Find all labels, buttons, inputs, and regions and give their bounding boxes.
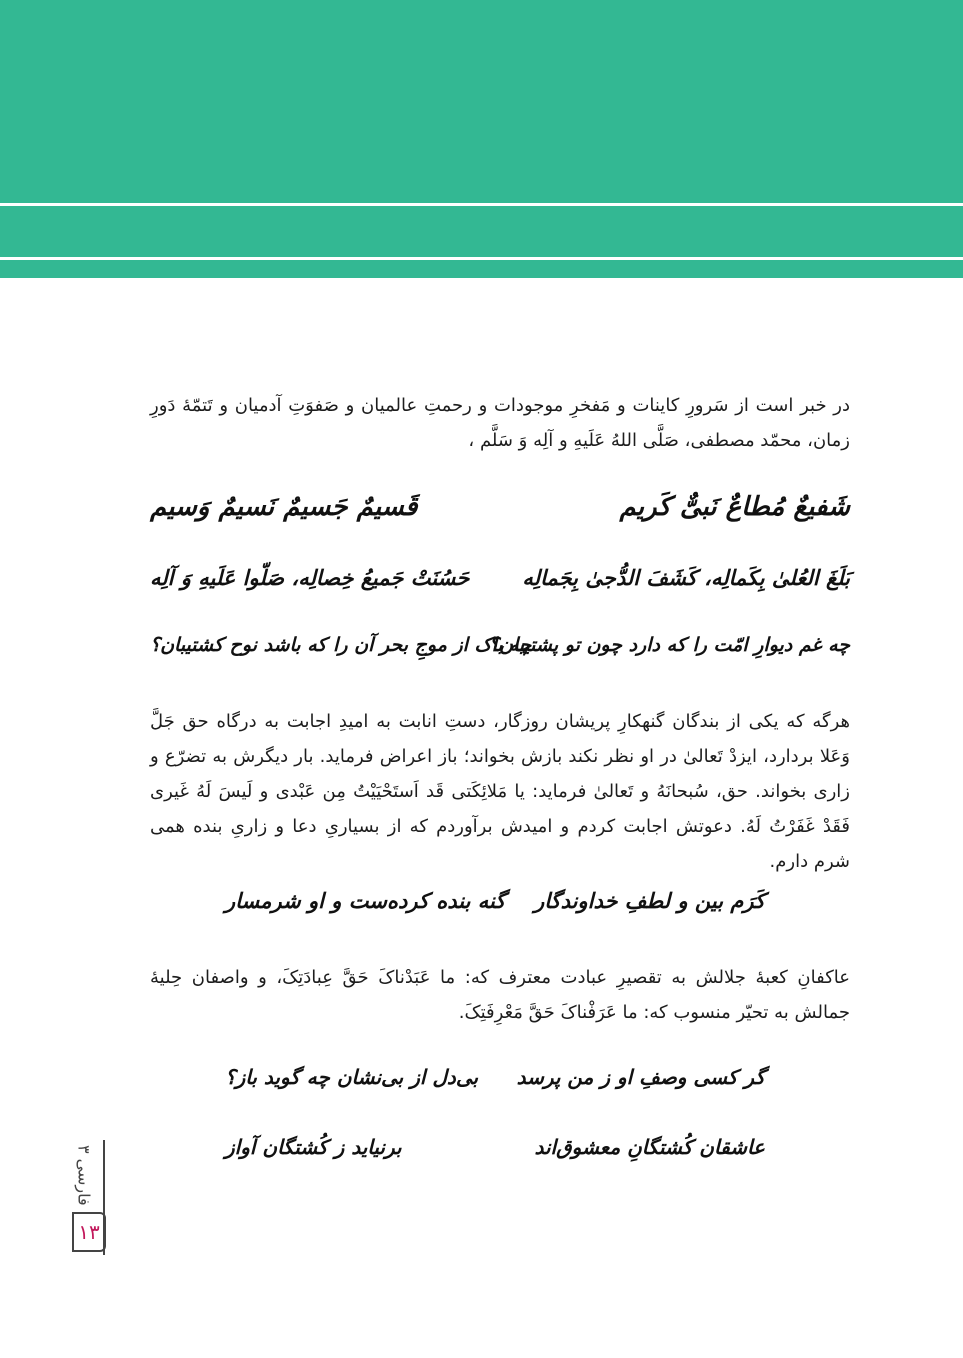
verse-4-first-hemistich: کَرَم بین و لطفِ خداوندگار [534,888,765,913]
verse-couplet-1 [150,492,850,542]
verse-1-first-hemistich: شَفیعٌ مُطاعٌ نَبیٌّ کَریم [619,492,850,522]
verse-couplet-4 [225,888,765,938]
verse-4-second-hemistich: گنه بنده کرده‌ست و او شرمسار [225,888,506,913]
verse-couplet-2 [150,565,850,615]
page-number: ۱۳ [72,1212,106,1252]
verse-5-first-hemistich: گر کسی وصفِ او ز من پرسد [516,1065,765,1089]
verse-2-first-hemistich: بَلَغَ العُلیٰ بِکَمالِه، کَشَفَ الدُّجیٰ بِجَمالِه [522,565,850,590]
verse-5-second-hemistich: بی‌دل از بی‌نشان چه گوید باز؟ [225,1065,479,1089]
verse-3-first-hemistich: چه غم دیوارِ امّت را که دارد چون تو پشتیبان؟ [488,634,850,656]
repentance-paragraph: هرگه که یکی از بندگان گنهکارِ پریشان روزگار، دستِ انابت به امیدِ اجابت به درگاه حق جَلَّ وَعَلا بردارد، ایزدْ تَعالیٰ در او نظر نکند بازش بخواند؛ باز اعراض فرماید. بار دیگرش به تضرّع و زاری بخواند. حق، سُبحانَهُ و تَعالیٰ فرماید: یا مَلائِکَتی قَد اَستَحْیَیْتُ مِن عَبْدی و لَیسَ لَهُ غَیری فَقَدْ غَفَرْتُ لَهُ. دعوتش اجابت کردم و امیدش برآوردم که از بسیاریِ دعا و زاریِ بنده همی شرم دارم. [150,711,850,872]
verse-6-first-hemistich: عاشقان کُشتگانِ معشوق‌اند [534,1135,765,1159]
verse-6-second-hemistich: برنیاید ز کُشتگان آواز [225,1135,402,1159]
verse-couplet-5 [225,1065,765,1115]
header-divider-top [0,203,963,206]
verse-2-second-hemistich: حَسُنَتْ جَمیعُ خِصالِه، صَلّوا عَلَیهِ وَ آلِه [150,565,470,590]
book-title-label: فارسی ۳ [74,1144,94,1206]
header-divider-bottom [0,257,963,260]
verse-couplet-3 [150,634,850,684]
devotees-paragraph: عاکفانِ کعبهٔ جلالش به تقصیرِ عبادت معترف که: ما عَبَدْناکَ حَقَّ عِبادَتِکَ، و واصفان حِلیهٔ جمالش به تحیّر منسوب که: ما عَرَفْناکَ حَقَّ مَعْرِفَتِکَ. [150,967,850,1023]
verse-couplet-6 [225,1135,765,1185]
verse-1-second-hemistich: قَسیمٌ جَسیمٌ نَسیمٌ وَسیم [150,492,418,522]
verse-3-second-hemistich: چه باک از موجِ بحر آن را که باشد نوح کشتیبان؟ [150,634,532,656]
intro-paragraph: در خبر است از سَرورِ کاینات و مَفخرِ موجودات و رحمتِ عالمیان و صَفوَتِ آدمیان و تَتمّهٔ دَورِ زمان، محمّد مصطفی، صَلَّی اللهُ عَلَیهِ و آلِه وَ سَلَّم ، [150,395,850,451]
header-band [0,0,963,278]
